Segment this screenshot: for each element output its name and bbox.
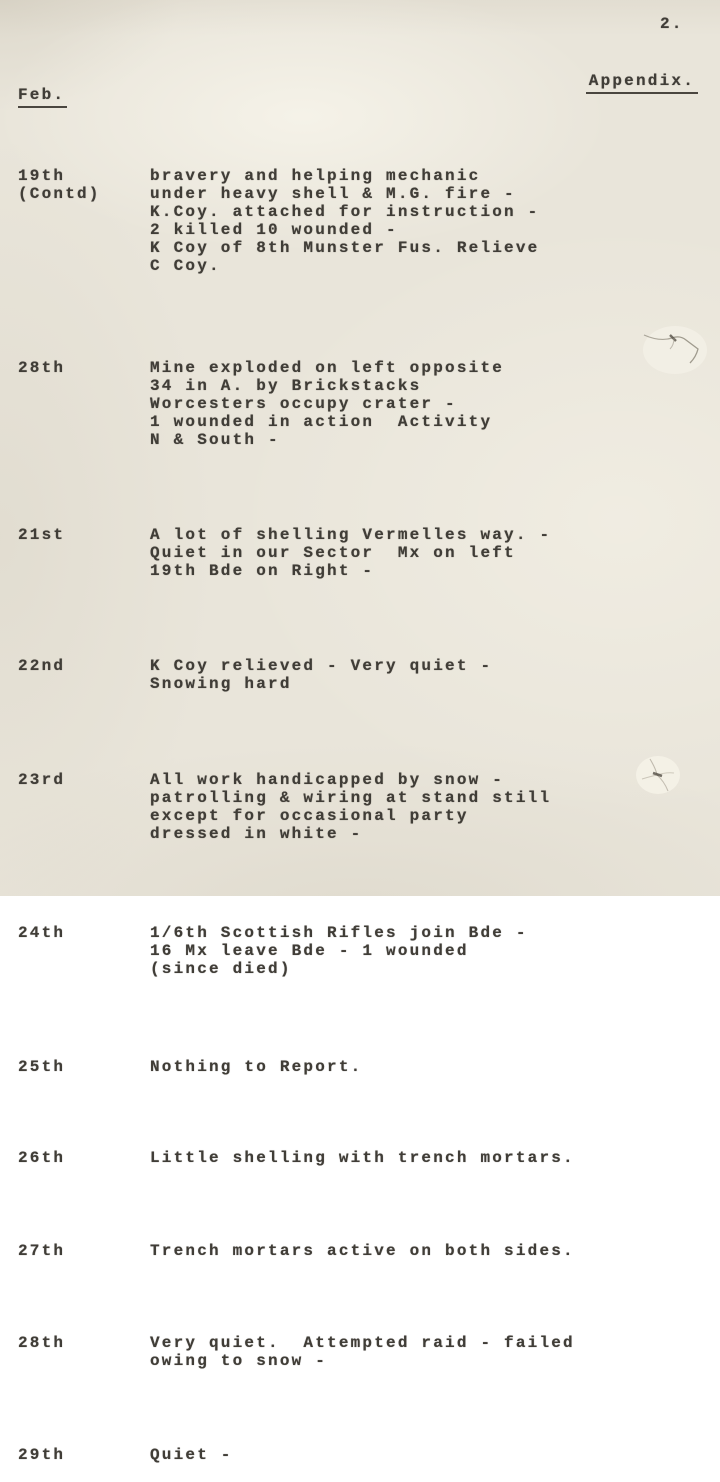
diary-entry xyxy=(18,359,712,449)
entry-text-line: Worcesters occupy crater - xyxy=(150,395,457,413)
entry-text-line: under heavy shell & M.G. fire - xyxy=(150,185,516,203)
entry-text-line: Very quiet. Attempted raid - failed xyxy=(150,1334,575,1352)
entry-date-line: 24th xyxy=(18,924,66,942)
diary-entry xyxy=(18,771,712,843)
entry-text xyxy=(150,1334,712,1370)
entry-date-line: 26th xyxy=(18,1149,66,1167)
entry-text-line: Quiet - xyxy=(150,1446,233,1464)
entry-text-line: Mine exploded on left opposite xyxy=(150,359,505,377)
entries xyxy=(18,131,712,1482)
entry-text-line: N & South - xyxy=(150,431,280,449)
entry-text xyxy=(150,771,712,843)
entry-text-line: C Coy. xyxy=(150,257,221,275)
diary-entry xyxy=(18,1149,712,1167)
entry-text-line: 2 killed 10 wounded - xyxy=(150,221,398,239)
entry-text-line: Trench mortars active on both sides. xyxy=(150,1242,575,1260)
entry-date xyxy=(18,771,150,789)
entry-date-line: 22nd xyxy=(18,657,66,675)
entry-text xyxy=(150,1446,712,1464)
entry-text xyxy=(150,657,712,693)
entry-text-line: 19th Bde on Right - xyxy=(150,562,375,580)
entry-text xyxy=(150,1149,712,1167)
entry-text-line: A lot of shelling Vermelles way. - xyxy=(150,526,552,544)
entry-text-line: bravery and helping mechanic xyxy=(150,167,481,185)
entry-text-line: 34 in A. by Brickstacks xyxy=(150,377,422,395)
entry-text-line: All work handicapped by snow - xyxy=(150,771,505,789)
entry-text xyxy=(150,924,712,978)
entry-text-line: (since died) xyxy=(150,960,292,978)
entry-date xyxy=(18,924,150,942)
entry-text-line: except for occasional party xyxy=(150,807,469,825)
entry-text-line: K Coy of 8th Munster Fus. Relieve xyxy=(150,239,540,257)
entry-text xyxy=(150,167,712,275)
entry-text-line: Little shelling with trench mortars. xyxy=(150,1149,575,1167)
entry-text-line: Snowing hard xyxy=(150,675,292,693)
diary-entry xyxy=(18,924,712,978)
entry-date xyxy=(18,167,150,203)
entry-text-line: Quiet in our Sector Mx on left xyxy=(150,544,516,562)
entry-text-line: 1/6th Scottish Rifles join Bde - xyxy=(150,924,528,942)
entry-text xyxy=(150,1242,712,1260)
entry-text-line: K Coy relieved - Very quiet - xyxy=(150,657,493,675)
entry-date xyxy=(18,359,150,377)
entry-date-line: 28th xyxy=(18,1334,66,1352)
entry-text-line: patrolling & wiring at stand still xyxy=(150,789,552,807)
entry-date xyxy=(18,657,150,675)
entry-text-line: dressed in white - xyxy=(150,825,363,843)
entry-date xyxy=(18,1149,150,1167)
diary-entry xyxy=(18,526,712,580)
entry-date xyxy=(18,1446,150,1464)
diary-entry xyxy=(18,1058,712,1076)
entry-date xyxy=(18,526,150,544)
entry-text-line: Nothing to Report. xyxy=(150,1058,363,1076)
entry-text xyxy=(150,526,712,580)
entry-date-line: 19th xyxy=(18,167,66,185)
entry-text-line: 16 Mx leave Bde - 1 wounded xyxy=(150,942,469,960)
entry-date-line: 25th xyxy=(18,1058,66,1076)
diary-entry xyxy=(18,657,712,693)
entry-text xyxy=(150,359,712,449)
entry-date-line: 28th xyxy=(18,359,66,377)
entry-date-line: 23rd xyxy=(18,771,66,789)
appendix-heading: Appendix. xyxy=(586,72,698,94)
entry-date xyxy=(18,1058,150,1076)
entry-date xyxy=(18,1242,150,1260)
page-number: 2. xyxy=(660,15,684,33)
entry-date-line: 27th xyxy=(18,1242,66,1260)
entry-date-line: 29th xyxy=(18,1446,66,1464)
entry-text xyxy=(150,1058,712,1076)
diary-entry xyxy=(18,167,712,275)
entry-date-line: 21st xyxy=(18,526,66,544)
diary-entry xyxy=(18,1334,712,1370)
diary-entry xyxy=(18,1446,712,1464)
month-heading: Feb. xyxy=(18,86,67,108)
entry-date-line: (Contd) xyxy=(18,185,101,203)
entry-text-line: owing to snow - xyxy=(150,1352,328,1370)
diary-entry xyxy=(18,1242,712,1260)
entry-text-line: 1 wounded in action Activity xyxy=(150,413,493,431)
entry-text-line: K.Coy. attached for instruction - xyxy=(150,203,540,221)
entry-date xyxy=(18,1334,150,1352)
